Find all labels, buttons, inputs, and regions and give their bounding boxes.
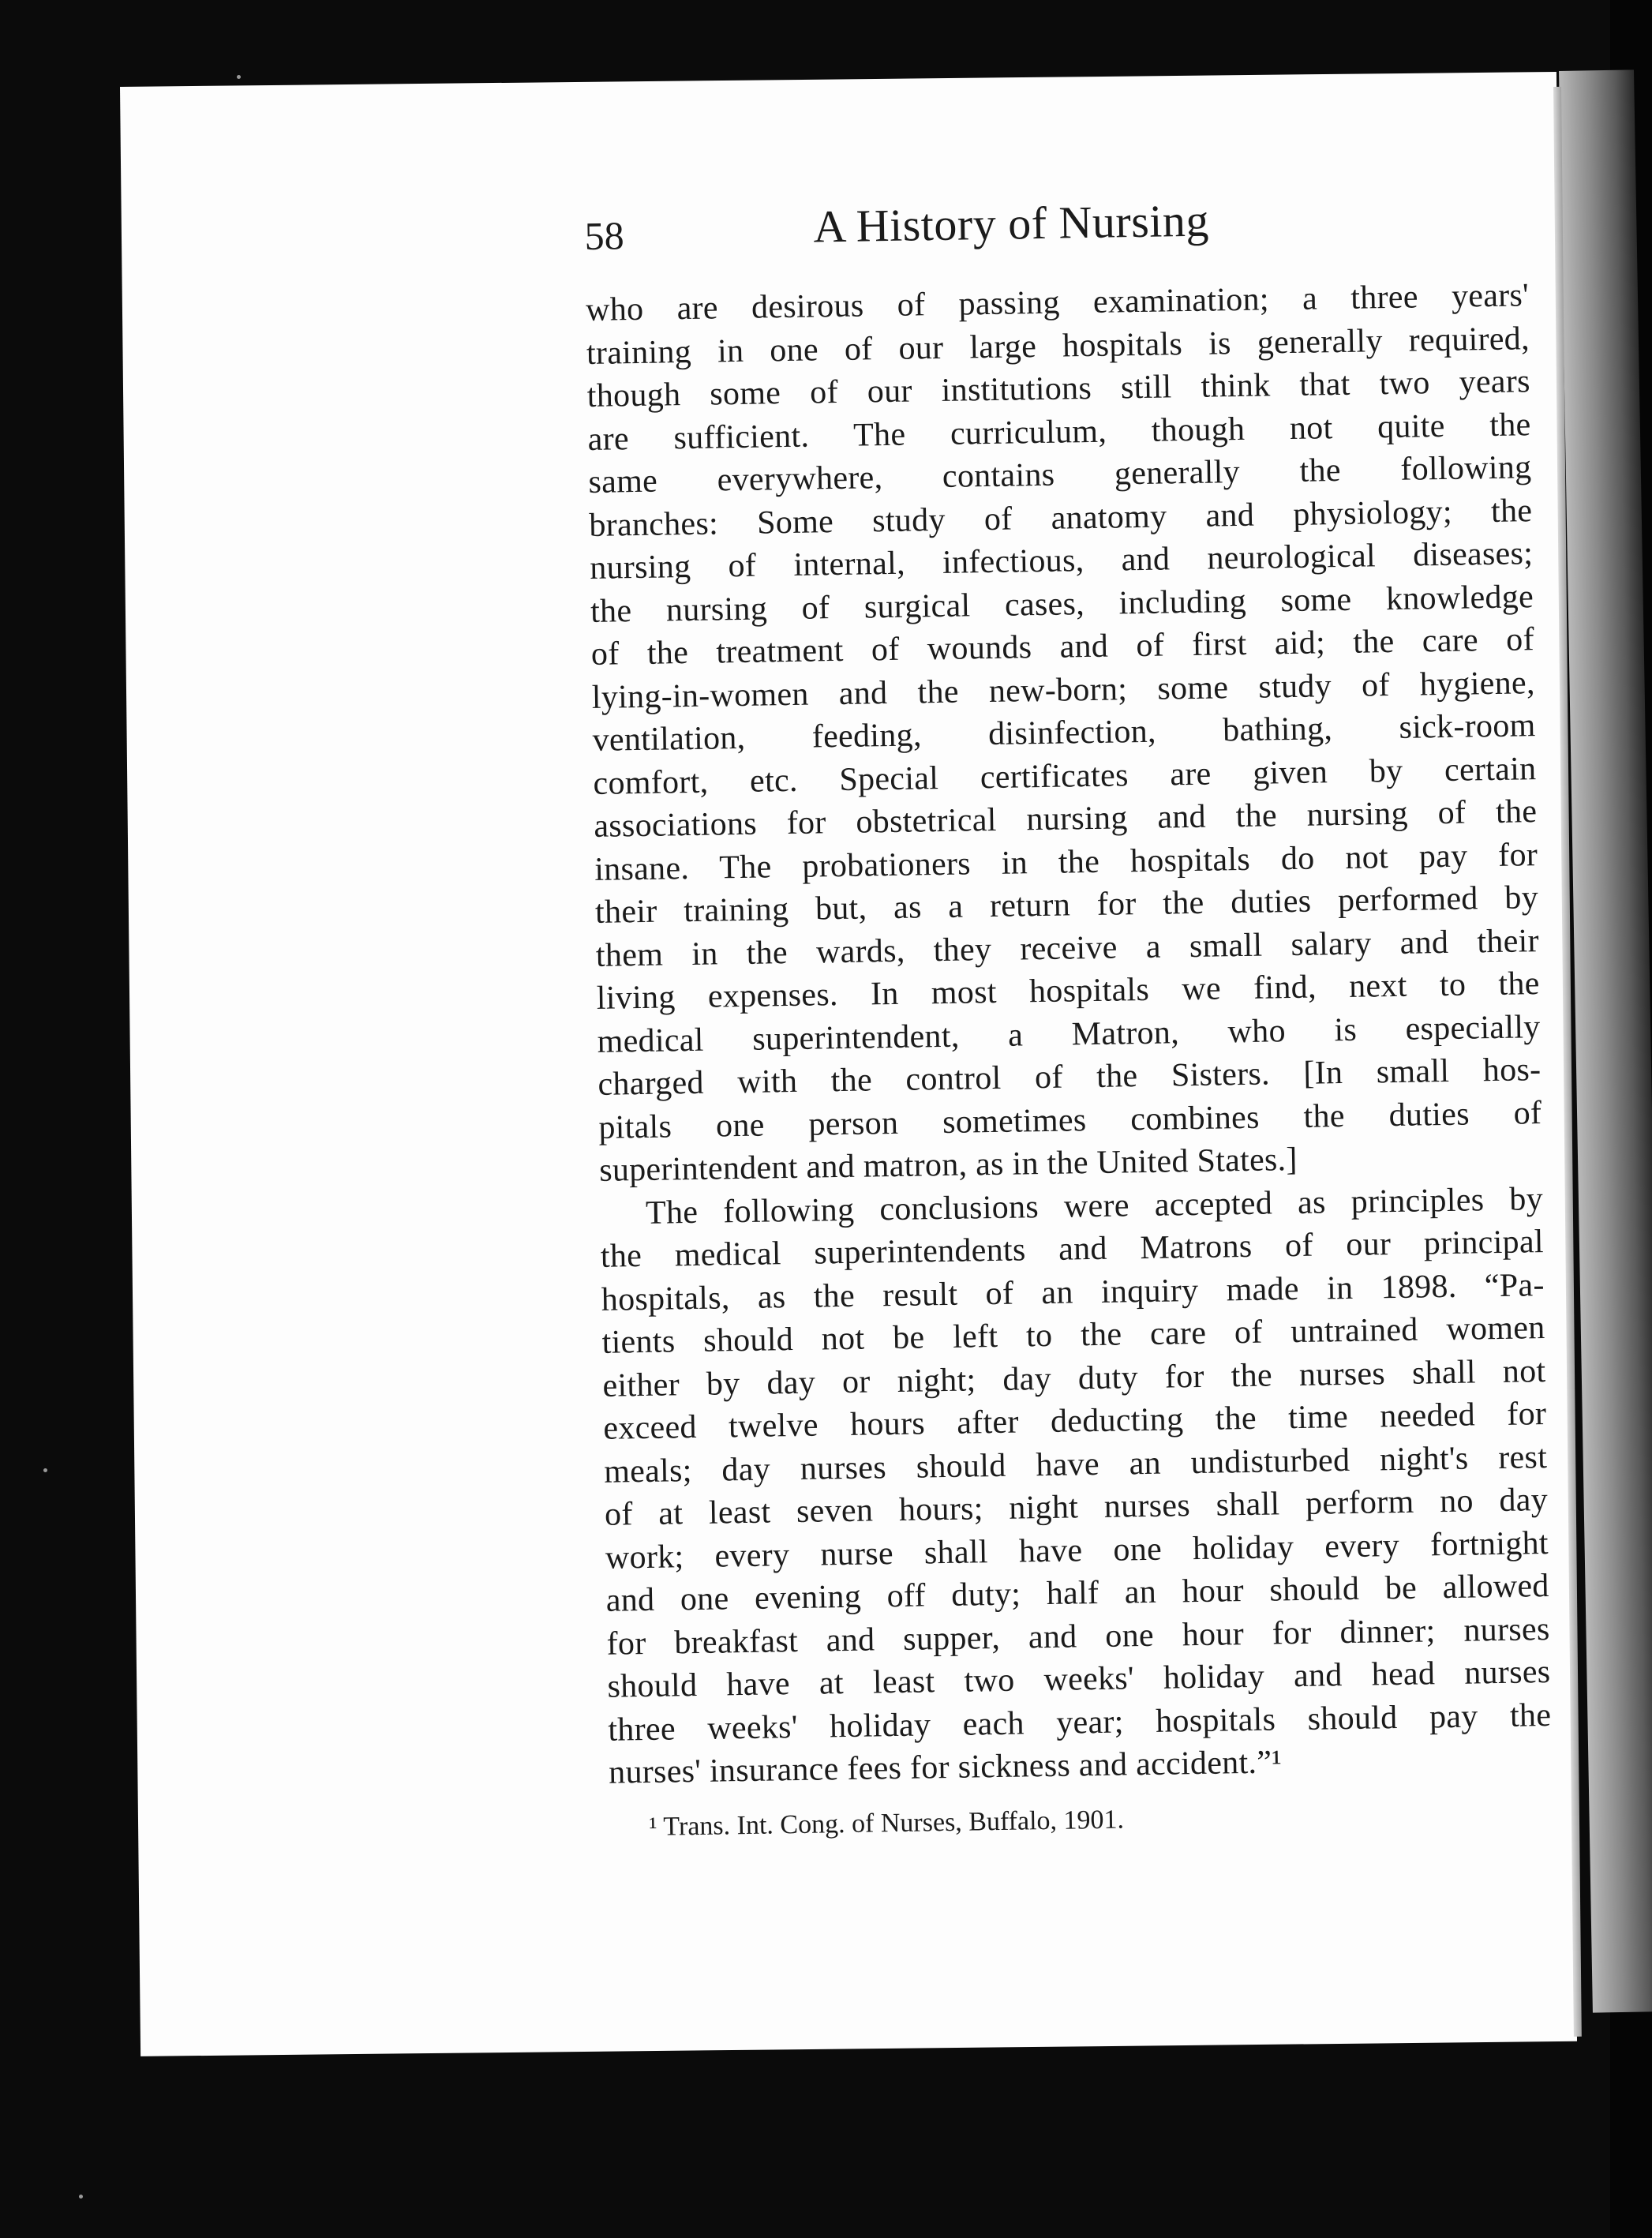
scan-speck: [43, 1468, 47, 1472]
running-title: A History of Nursing: [812, 194, 1210, 253]
text-line: medical superintendent, a Matron, who is especially: [597, 1008, 1541, 1060]
text-line: insane. The probationers in the hospitals do not pay for: [594, 836, 1538, 888]
text-line: lying-in-women and the new-born; some study of hygiene,: [591, 664, 1536, 716]
running-head: [584, 189, 1528, 275]
text-line: charged with the control of the Sisters. [In small hos-: [597, 1052, 1541, 1103]
scan-speck: [237, 75, 241, 79]
text-line: their training but, as a return for the duties performed by: [594, 879, 1539, 931]
text-line: and one evening off duty; half an hour should be allowed: [605, 1568, 1550, 1619]
text-line: meals; day nurses should have an undisturbed night's rest: [603, 1438, 1548, 1490]
text-line: work; every nurse shall have one holiday every fortnight: [605, 1524, 1549, 1576]
text-line: of the treatment of wounds and of first aid; the care of: [590, 621, 1535, 673]
text-line: comfort, etc. Special certificates are given by certain: [593, 750, 1537, 802]
text-line: who are desirous of passing examination; a three years': [585, 277, 1530, 328]
text-line: them in the wards, they receive a small salary and their: [595, 922, 1540, 974]
text-line: the medical superintendents and Matrons of our principal: [600, 1224, 1545, 1275]
text-line: The following conclusions were accepted as principles by: [645, 1180, 1544, 1231]
text-line: exceed twelve hours after deducting the time needed for: [603, 1396, 1547, 1447]
page-number: 58: [584, 213, 625, 258]
text-line: for breakfast and supper, and one hour for dinner; nurses: [606, 1610, 1550, 1663]
text-line: training in one of our large hospitals is generally required,: [586, 320, 1530, 372]
text-line: tients should not be left to the care of untrained women: [601, 1310, 1545, 1361]
text-line: superintendent and matron, as in the United States.]: [598, 1141, 1298, 1189]
footnote: ¹ Trans. Int. Cong. of Nurses, Buffalo, 1901.: [649, 1805, 1125, 1842]
text-line: are sufficient. The curriculum, though not quite the: [587, 406, 1531, 458]
text-line: of at least seven hours; night nurses shall perform no day: [604, 1482, 1549, 1533]
text-line: pitals one person sometimes combines the duties of: [598, 1094, 1542, 1146]
text-line: associations for obstetrical nursing and the nursing of the: [594, 793, 1538, 845]
text-line: the nursing of surgical cases, including some knowledge: [590, 578, 1534, 630]
text-line: should have at least two weeks' holiday and head nurses: [607, 1654, 1551, 1705]
text-line: branches: Some study of anatomy and physiology; the: [589, 492, 1533, 544]
text-line: hospitals, as the result of an inquiry made in 1898. “Pa-: [601, 1266, 1545, 1318]
scan-speck: [79, 2195, 83, 2199]
text-line: living expenses. In most hospitals we find, next to the: [596, 965, 1541, 1017]
body-text: [586, 274, 1553, 1794]
text-line: same everywhere, contains generally the following: [588, 449, 1532, 500]
page-content: [584, 189, 1553, 1845]
text-line: three weeks' holiday each year; hospitals should pay the: [608, 1696, 1552, 1749]
text-line: nurses' insurance fees for sickness and accident.”¹: [608, 1744, 1283, 1791]
text-line: nursing of internal, infectious, and neurological diseases;: [589, 535, 1534, 587]
text-line: ventilation, feeding, disinfection, bathing, sick-room: [592, 707, 1536, 759]
text-line: though some of our institutions still think that two years: [586, 363, 1531, 414]
text-line: either by day or night; day duty for the nurses shall not: [602, 1352, 1546, 1404]
